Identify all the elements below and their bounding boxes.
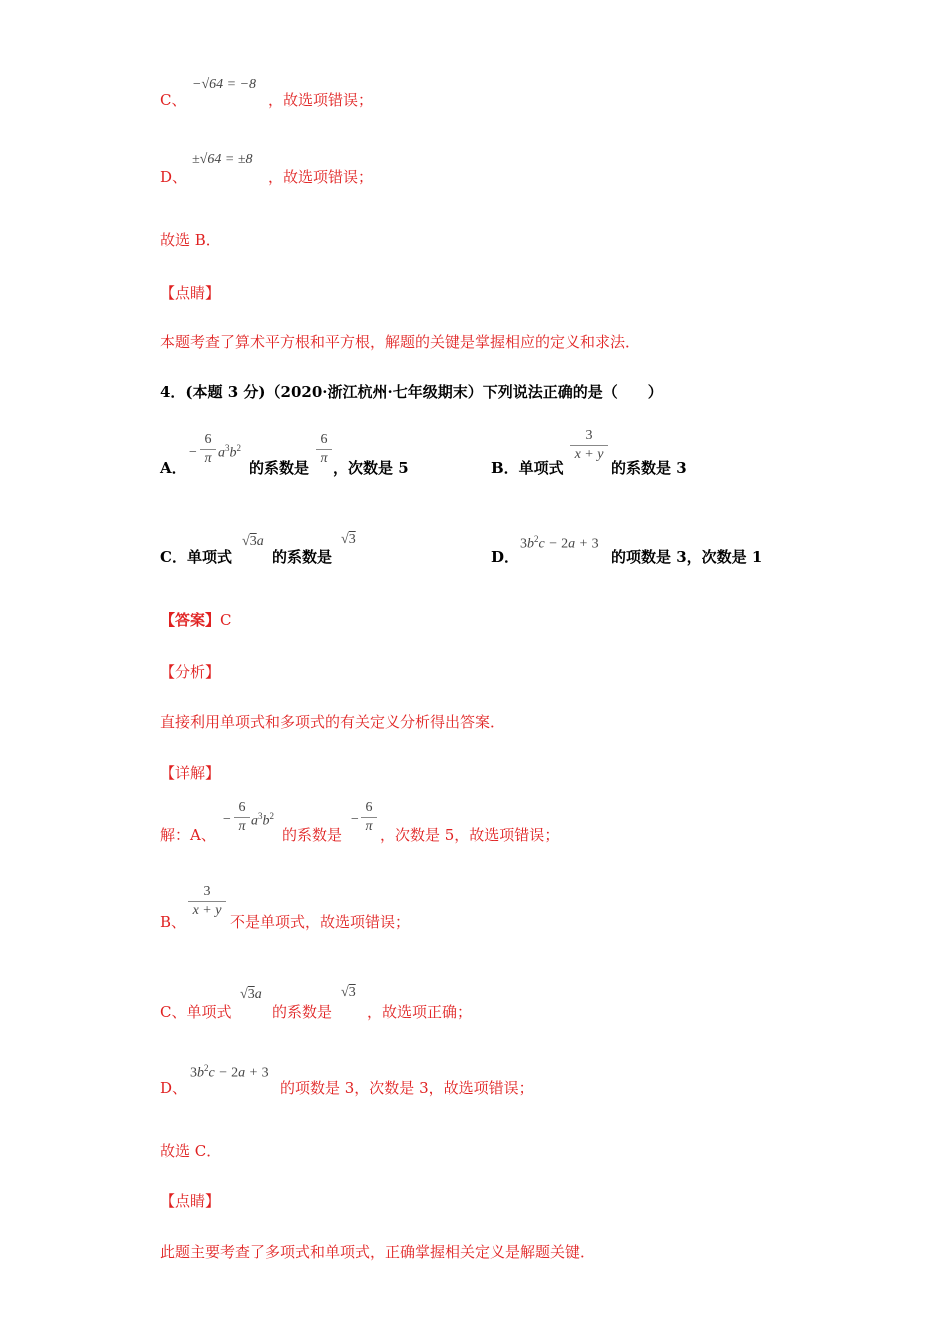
option-c-text: 的系数是 bbox=[272, 548, 333, 566]
detail-a-prefix: 解：A、 bbox=[160, 826, 216, 844]
option-d-label: D． bbox=[491, 548, 520, 566]
analysis-text: 直接利用单项式和多项式的有关定义分析得出答案． bbox=[160, 713, 506, 731]
option-c-coef: √3 bbox=[341, 532, 356, 547]
option-a-minus: − bbox=[188, 445, 198, 460]
option-d-text: 的项数是 3，次数是 1 bbox=[611, 548, 763, 566]
c-text: ，故选项错误； bbox=[268, 91, 374, 109]
detail-b-end: 不是单项式，故选项错误； bbox=[230, 913, 411, 931]
detail-a-minus: − bbox=[222, 812, 232, 827]
c-option-line bbox=[160, 89, 186, 110]
d-formula: ±√64 = ±8 bbox=[192, 152, 253, 167]
choose-c: 故选 C． bbox=[160, 1142, 222, 1160]
detail-c-monomial: √3a bbox=[240, 987, 262, 1002]
detail-a-coef-minus: − bbox=[350, 812, 360, 827]
detail-a-mid: 的系数是 bbox=[282, 826, 343, 844]
point-text-2: 此题主要考查了多项式和单项式，正确掌握相关定义是解题关键． bbox=[160, 1243, 596, 1261]
detail-c-mid: 的系数是 bbox=[272, 1003, 333, 1021]
option-a-fraction: 6 π bbox=[200, 432, 216, 467]
detail-b-prefix: B、 bbox=[160, 913, 187, 931]
detail-a-end: ，次数是 5，故选项错误； bbox=[380, 826, 560, 844]
answer-line bbox=[160, 609, 232, 630]
detail-c-end: ，故选项正确； bbox=[367, 1003, 473, 1021]
option-c-monomial: √3a bbox=[242, 534, 264, 549]
analysis-heading: 【分析】 bbox=[160, 663, 221, 681]
detail-d-end: 的项数是 3，次数是 3，故选项错误； bbox=[280, 1079, 534, 1097]
point-heading-2: 【点睛】 bbox=[160, 1192, 221, 1210]
question-title: 4．(本题 3 分)（2020·浙江杭州·七年级期末）下列说法正确的是（ ） bbox=[160, 383, 663, 401]
detail-a-coef: 6 π bbox=[361, 800, 377, 835]
detail-a-fraction: 6 π bbox=[234, 800, 250, 835]
answer-value: C bbox=[220, 611, 232, 629]
option-a-text1: 的系数是 bbox=[249, 459, 310, 477]
c-label: C、 bbox=[160, 91, 187, 109]
detail-c-prefix: C、单项式 bbox=[160, 1003, 232, 1021]
option-a-coef: 6 π bbox=[316, 432, 332, 467]
option-b-text: 的系数是 3 bbox=[611, 459, 687, 477]
option-c-label: C．单项式 bbox=[160, 548, 232, 566]
option-a-monomial: $a^3b^2$ bbox=[218, 443, 241, 461]
option-a-text2: ，次数是 5 bbox=[333, 459, 409, 477]
detail-a-monomial: $a^3b^2$ bbox=[251, 811, 274, 829]
answer-heading: 【答案】 bbox=[160, 611, 221, 629]
detail-heading: 【详解】 bbox=[160, 764, 221, 782]
option-b-fraction: 3 x + y bbox=[570, 428, 608, 463]
option-b-label: B．单项式 bbox=[491, 459, 564, 477]
detail-d-prefix: D、 bbox=[160, 1079, 188, 1097]
d-text: ，故选项错误； bbox=[268, 168, 374, 186]
detail-d-polynomial: $3b^2c - 2a + 3$ bbox=[190, 1063, 269, 1081]
d-label: D、 bbox=[160, 168, 188, 186]
detail-c-coef: √3 bbox=[341, 985, 356, 1000]
detail-b-fraction: 3 x + y bbox=[188, 884, 226, 919]
choose-b: 故选 B． bbox=[160, 231, 221, 249]
point-text-1: 本题考查了算术平方根和平方根，解题的关键是掌握相应的定义和求法． bbox=[160, 333, 641, 351]
option-a-label: A． bbox=[160, 459, 187, 477]
point-heading-1: 【点睛】 bbox=[160, 284, 221, 302]
d-option-line bbox=[160, 166, 187, 187]
option-d-polynomial: $3b^2c - 2a + 3$ bbox=[520, 534, 599, 552]
c-formula: −√64 = −8 bbox=[192, 77, 257, 92]
